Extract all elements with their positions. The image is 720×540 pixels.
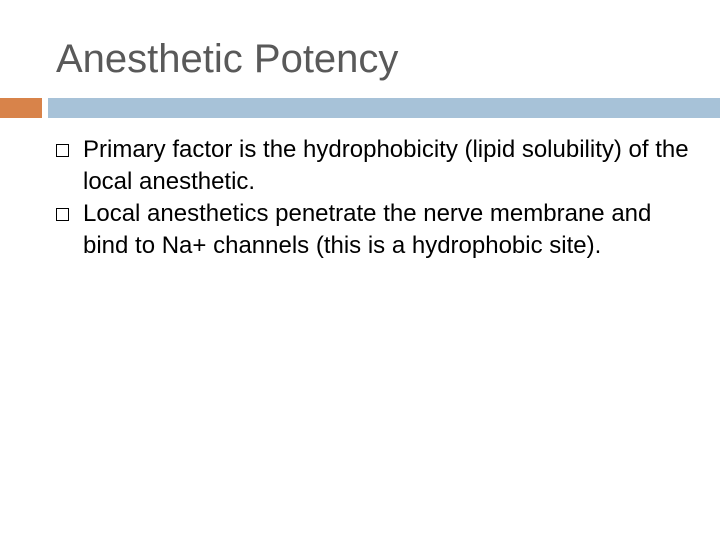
bullet-text: Primary factor is the hydrophobicity (lipid solubility) of the local anesthetic. xyxy=(83,136,689,195)
hollow-square-bullet-icon xyxy=(56,208,69,221)
bullet-item xyxy=(56,198,696,262)
title-underline-bar xyxy=(48,98,720,118)
bullet-item xyxy=(56,134,696,198)
bullet-list xyxy=(56,134,696,262)
slide-title: Anesthetic Potency xyxy=(56,37,399,81)
hollow-square-bullet-icon xyxy=(56,144,69,157)
bullet-text: Local anesthetics penetrate the nerve membrane and bind to Na+ channels (this is a hydrophobic site). xyxy=(83,200,652,259)
title-accent-bar xyxy=(0,98,42,118)
